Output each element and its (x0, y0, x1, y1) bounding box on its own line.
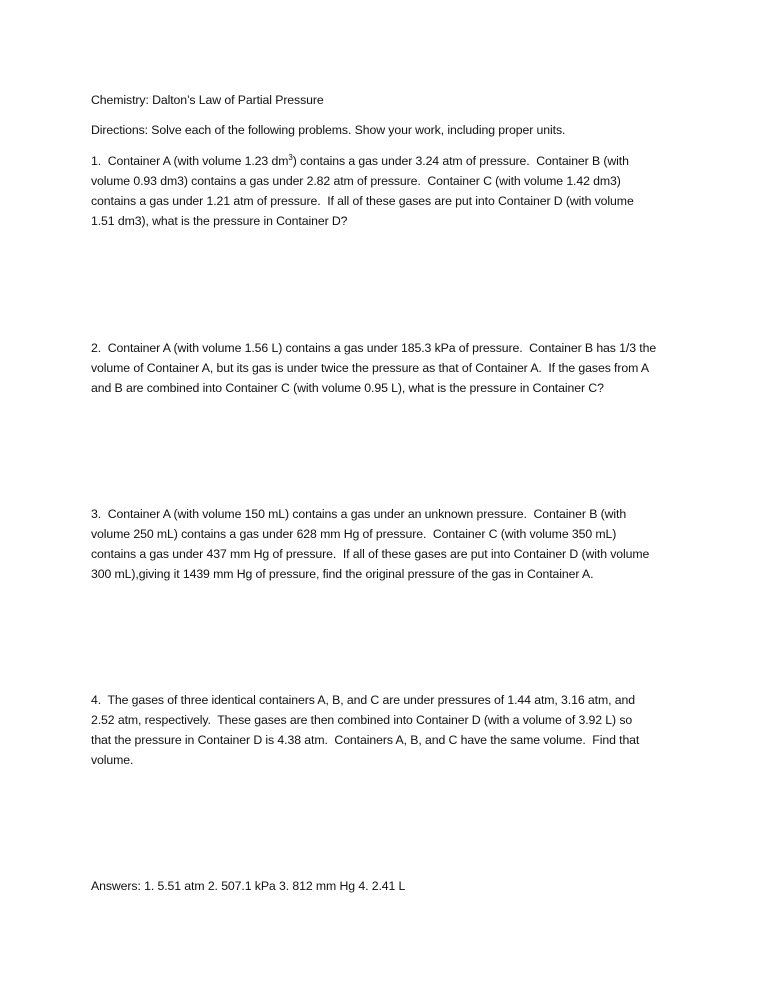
problem-2-line-3: and B are combined into Container C (with volume 0.95 L), what is the pressure in Container C? (91, 381, 604, 395)
problem-1-line-1: 1. Container A (with volume 1.23 $dm^3$) contains a gas under 3.24 atm of pressure. Container B (with (91, 152, 629, 168)
problem-2-line-2: volume of Container A, but its gas is under twice the pressure as that of Container A. If the gases from A (91, 361, 649, 375)
problem-4 (91, 690, 691, 770)
problem-1-line-2: volume 0.93 dm3) contains a gas under 2.82 atm of pressure. Container C (with volume 1.42 dm3) (91, 174, 621, 188)
problem-3 (91, 504, 691, 584)
answers-line: Answers: 1. 5.51 atm 2. 507.1 kPa 3. 812 mm Hg 4. 2.41 L (91, 879, 406, 893)
problem-3-line-2: volume 250 mL) contains a gas under 628 mm Hg of pressure. Container C (with volume 350 mL) (91, 527, 617, 541)
problem-1-line-3: contains a gas under 1.21 atm of pressure. If all of these gases are put into Container D (with volume (91, 194, 634, 208)
problem-1-line-4: 1.51 dm3), what is the pressure in Container D? (91, 214, 348, 228)
problem-4-line-3: that the pressure in Container D is 4.38 atm. Containers A, B, and C have the same volume. Find that (91, 733, 640, 747)
problem-4-line-4: volume. (91, 753, 134, 767)
problem-2-line-1: 2. Container A (with volume 1.56 L) contains a gas under 185.3 kPa of pressure. Container B has 1/3 the (91, 341, 657, 355)
problem-4-line-2: 2.52 atm, respectively. These gases are then combined into Container D (with a volume of 3.92 L) so (91, 713, 633, 727)
problem-3-line-3: contains a gas under 437 mm Hg of pressure. If all of these gases are put into Container D (with volume (91, 547, 650, 561)
worksheet-title: Chemistry: Dalton’s Law of Partial Pressure (91, 93, 324, 107)
problem-4-line-1: 4. The gases of three identical containers A, B, and C are under pressures of 1.44 atm, 3.16 atm, and (91, 693, 635, 707)
problem-3-line-1: 3. Container A (with volume 150 mL) contains a gas under an unknown pressure. Container B (with (91, 507, 627, 521)
problem-2 (91, 338, 691, 398)
directions-text: Directions: Solve each of the following problems. Show your work, including proper units. (91, 123, 566, 137)
superscript-3: 3 (288, 152, 293, 162)
problem-1 (91, 151, 691, 231)
problem-3-line-4: 300 mL),giving it 1439 mm Hg of pressure, find the original pressure of the gas in Container A. (91, 567, 594, 581)
